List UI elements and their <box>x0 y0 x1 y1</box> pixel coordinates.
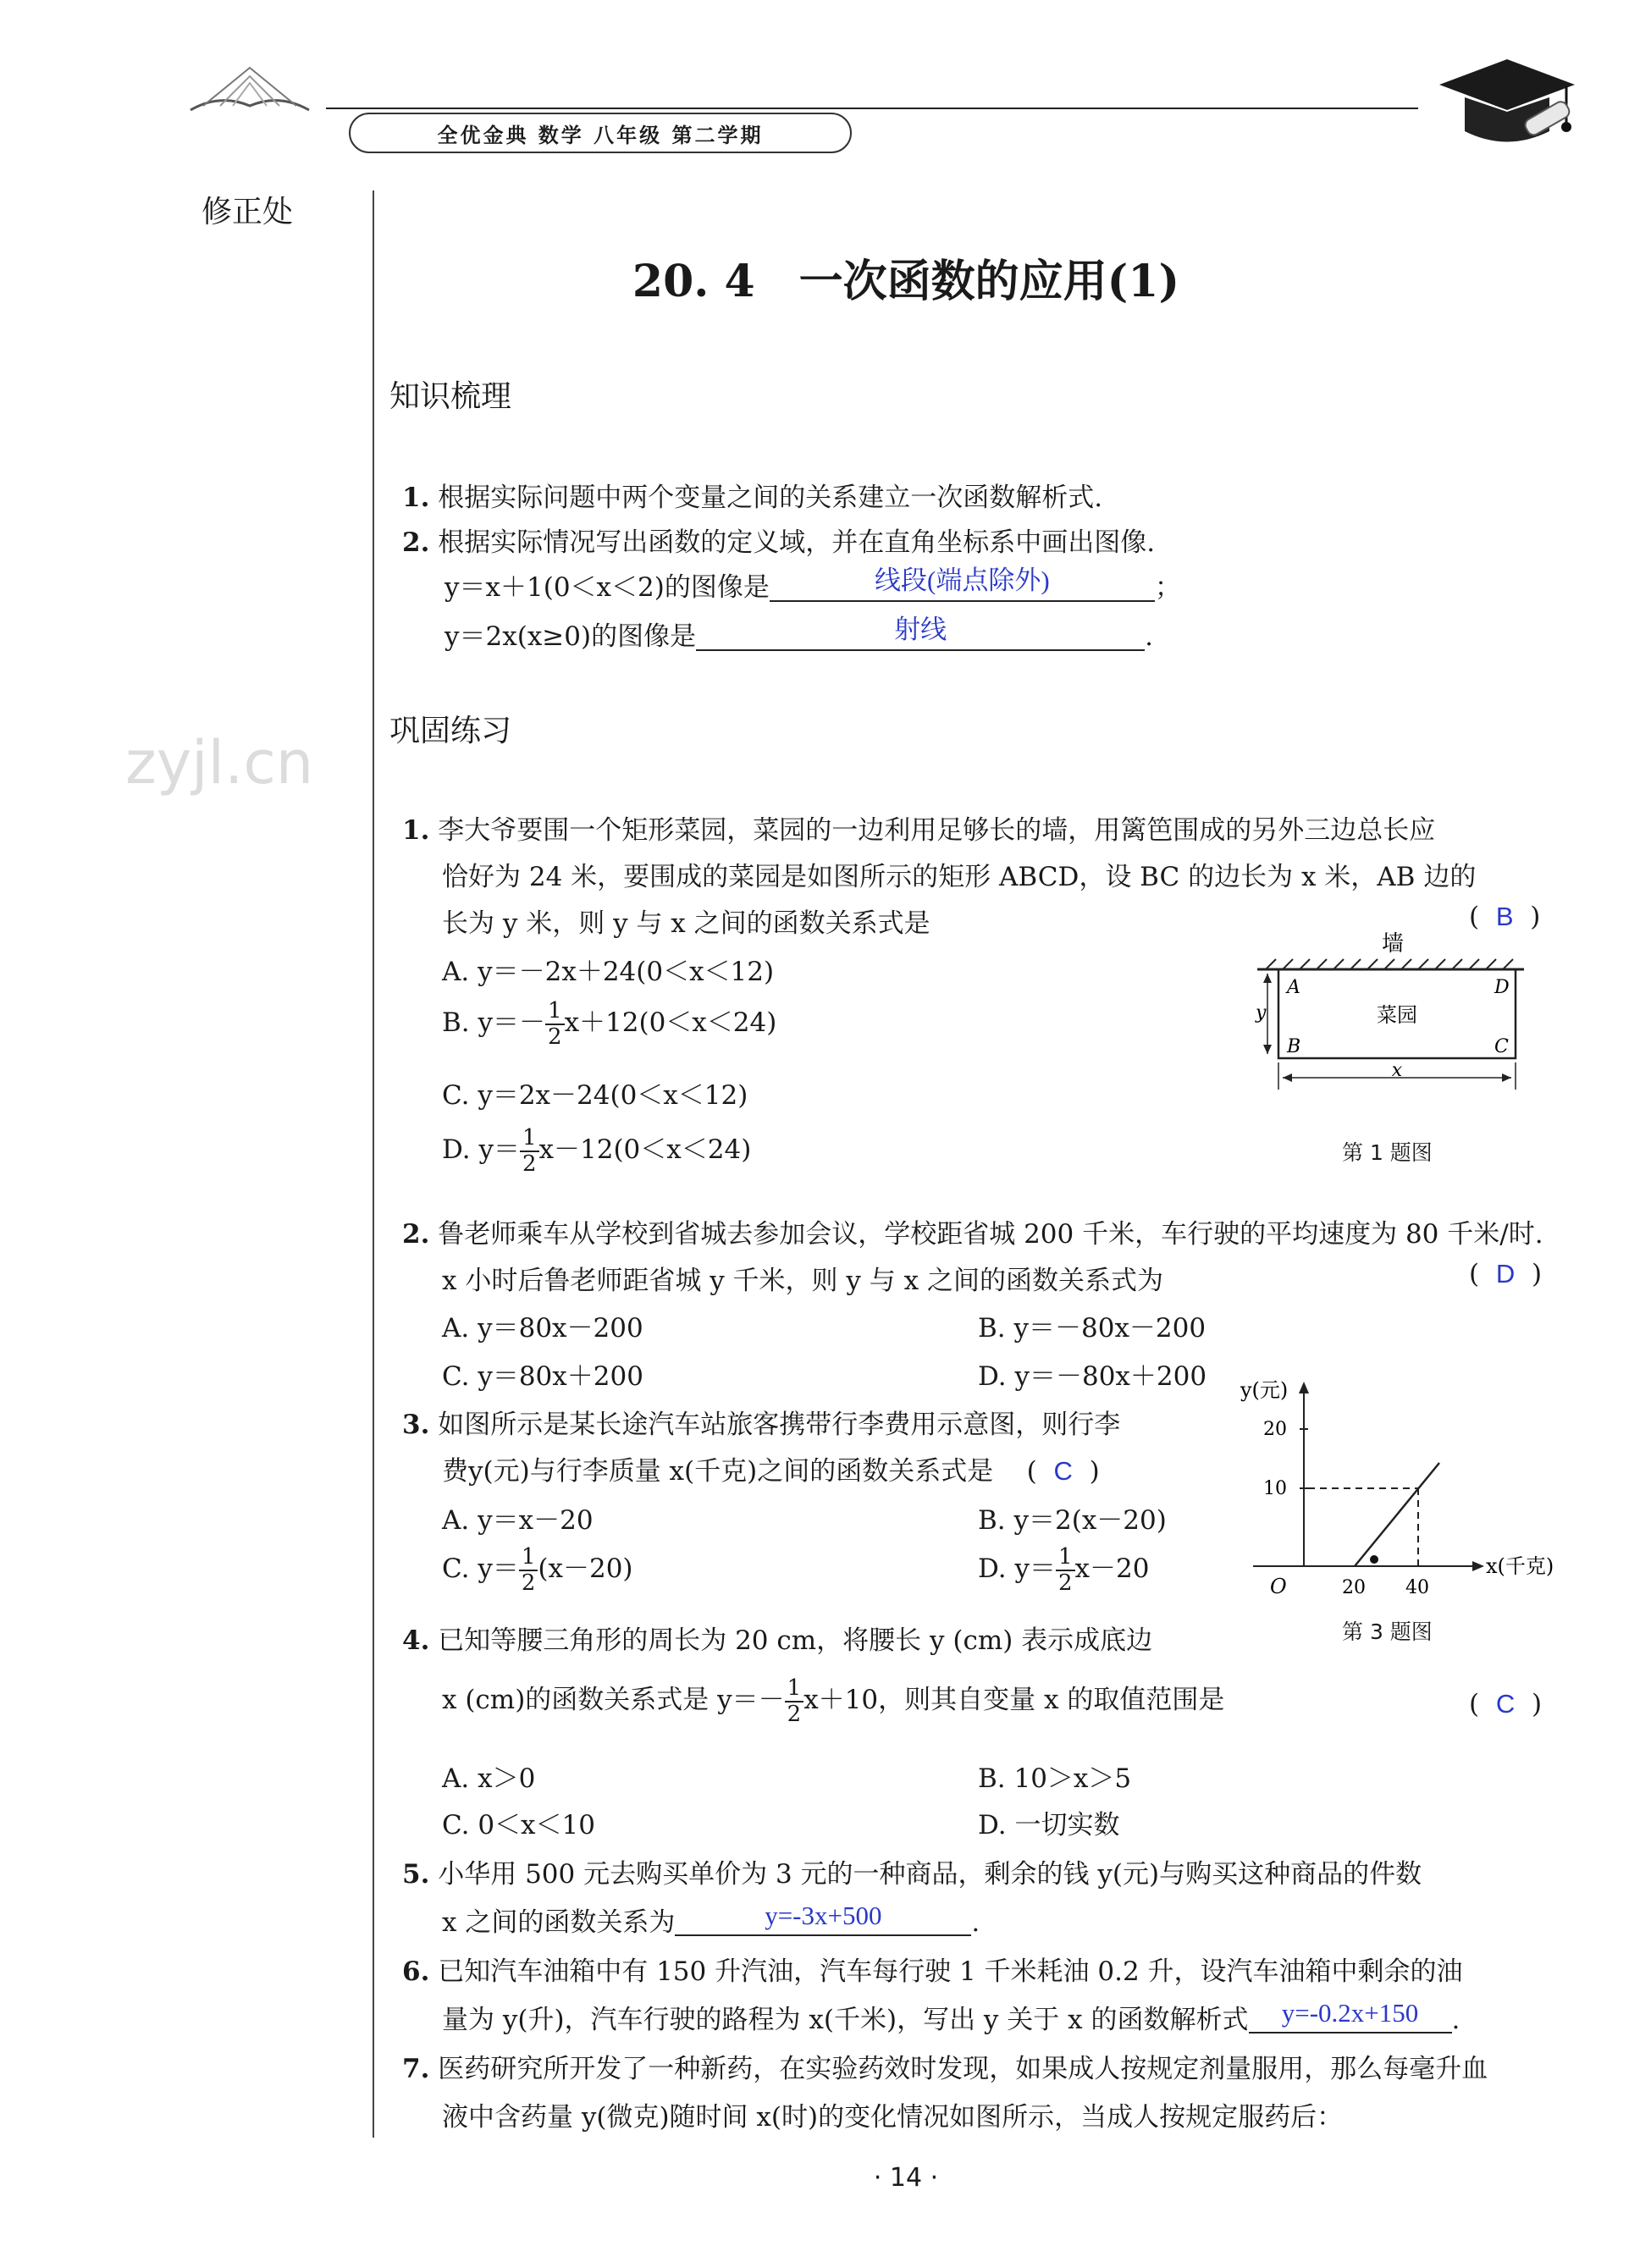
fig3-tick-y10: 10 <box>1263 1478 1287 1499</box>
q3-line-2: 费y(元)与行李质量 x(千克)之间的函数关系式是 ( C ) <box>442 1456 1100 1487</box>
q1-line-1: 1. 李大爷要围一个矩形菜园，菜园的一边利用足够长的墙，用篱笆围成的另外三边总长应 <box>402 815 1436 846</box>
knowledge-line-b: y＝2x(x≥0)的图像是 射线 . <box>444 615 1153 654</box>
q4-line-2: x (cm)的函数关系式是 y＝－ $\frac{1}{2}$ x＋10，则其自变量 x 的取值范围是 <box>442 1675 1225 1727</box>
q4-answer-paren: ( C ) <box>1469 1689 1543 1719</box>
answer-blank-line-b[interactable]: 射线 <box>696 611 1145 651</box>
q3-option-c[interactable]: C. y＝ $\frac{1}{2}$ (x－20) <box>442 1544 633 1596</box>
q4-option-d[interactable]: D. 一切实数 <box>978 1810 1120 1840</box>
q4-answer[interactable]: C <box>1495 1689 1516 1719</box>
fig3-tick-x40: 40 <box>1405 1577 1429 1598</box>
knowledge-line-a: y＝x＋1(0＜x＜2)的图像是 线段(端点除外) ； <box>444 566 1181 605</box>
knowledge-item-1: 1. 根据实际问题中两个变量之间的关系建立一次函数解析式. <box>402 483 1103 513</box>
fig1-wall-hatching <box>1266 959 1513 969</box>
q4-option-a[interactable]: A. x＞0 <box>442 1763 536 1794</box>
header-book-title: 全优金典 数学 八年级 第二学期 <box>349 113 852 153</box>
fig1-y-label: y <box>1256 1002 1267 1024</box>
q3-answer[interactable]: C <box>1053 1456 1073 1486</box>
q2-answer[interactable]: D <box>1495 1259 1516 1289</box>
section-heading-practice: 巩固练习 <box>389 714 512 748</box>
graduation-cap-icon <box>1431 51 1583 161</box>
q2-option-c[interactable]: C. y＝80x＋200 <box>442 1361 643 1392</box>
fig3-y-axis-label: y(元) <box>1240 1378 1289 1402</box>
section-heading-knowledge: 知识梳理 <box>389 379 512 414</box>
q7-line-2: 液中含药量 y(微克)随时间 x(时)的变化情况如图所示，当成人按规定服药后： <box>442 2102 1344 2133</box>
q5-line-1: 5. 小华用 500 元去购买单价为 3 元的一种商品，剩余的钱 y(元)与购买这种商品的件数 <box>402 1859 1422 1890</box>
q4-line-1: 4. 已知等腰三角形的周长为 20 cm，将腰长 y (cm) 表示成底边 <box>402 1625 1153 1656</box>
q3-option-a[interactable]: A. y＝x－20 <box>442 1505 594 1536</box>
fig1-vertex-b: B <box>1287 1036 1301 1057</box>
q7-line-1: 7. 医药研究所开发了一种新药，在实验药效时发现，如果成人按规定剂量服用，那么每毫升血 <box>402 2054 1488 2084</box>
q1-option-b[interactable]: B. y＝－ $\frac{1}{2}$ x＋12(0＜x＜24) <box>442 998 777 1050</box>
answer-blank-line-a[interactable]: 线段(端点除外) <box>770 562 1155 602</box>
fig1-vertex-d: D <box>1494 977 1510 998</box>
watermark: zyjl.cn <box>125 728 314 797</box>
figure-3-fee-graph <box>1236 1371 1575 1600</box>
q2-option-a[interactable]: A. y＝80x－200 <box>442 1313 643 1344</box>
book-ornament-icon <box>186 59 313 119</box>
fig1-x-label: x <box>1391 1060 1403 1081</box>
q1-answer[interactable]: B <box>1495 902 1514 931</box>
q5-answer-blank[interactable]: y=-3x+500 <box>675 1904 971 1936</box>
margin-label: 修正处 <box>202 195 294 229</box>
q1-answer-paren: ( B ) <box>1469 902 1541 932</box>
q1-line-2: 恰好为 24 米，要围成的菜园是如图所示的矩形 ABCD，设 BC 的边长为 x 米，AB 边的 <box>442 862 1477 892</box>
q2-option-d[interactable]: D. y＝－80x＋200 <box>978 1361 1207 1392</box>
fig1-garden-label: 菜园 <box>1377 1003 1417 1027</box>
fig3-point <box>1370 1555 1378 1564</box>
fig1-vertex-c: C <box>1494 1036 1509 1057</box>
figure-1-caption: 第 1 题图 <box>1342 1140 1433 1165</box>
q6-line-1: 6. 已知汽车油箱中有 150 升汽油，汽车每行驶 1 千米耗油 0.2 升，设汽车油箱中剩余的油 <box>402 1956 1463 1987</box>
figure-1-garden-diagram <box>1249 927 1537 1113</box>
fig3-x-axis-label: x(千克) <box>1486 1554 1554 1578</box>
q2-line-1: 2. 鲁老师乘车从学校到省城去参加会议，学校距省城 200 千米，车行驶的平均速度为 80 千米/时. <box>402 1219 1543 1250</box>
fig3-origin: O <box>1270 1575 1287 1598</box>
page-number: · 14 · <box>873 2163 939 2193</box>
fig1-wall-label: 墙 <box>1381 931 1405 957</box>
q1-option-a[interactable]: A. y＝－2x＋24(0＜x＜12) <box>442 957 775 987</box>
q1-option-c[interactable]: C. y＝2x－24(0＜x＜12) <box>442 1080 748 1111</box>
q6-answer-blank[interactable]: y=-0.2x+150 <box>1249 2001 1452 2033</box>
header-rule <box>326 108 1418 109</box>
q5-line-2: x 之间的函数关系为 y=-3x+500 . <box>442 1901 980 1938</box>
q2-line-2: x 小时后鲁老师距省城 y 千米，则 y 与 x 之间的函数关系式为 <box>442 1266 1163 1296</box>
q6-line-2: 量为 y(升)，汽车行驶的路程为 x(千米)，写出 y 关于 x 的函数解析式 y=-0.2x+150 . <box>442 1998 1460 2035</box>
page-title: 20. 4 一次函数的应用(1) <box>632 256 1180 307</box>
fig3-tick-y20: 20 <box>1263 1419 1287 1440</box>
fig3-fee-line <box>1355 1463 1439 1566</box>
q2-option-b[interactable]: B. y＝－80x－200 <box>978 1313 1206 1344</box>
fig1-vertex-a: A <box>1287 977 1300 998</box>
margin-rule <box>373 190 374 2138</box>
q3-option-d[interactable]: D. y＝ $\frac{1}{2}$ x－20 <box>978 1544 1150 1596</box>
q3-option-b[interactable]: B. y＝2(x－20) <box>978 1505 1167 1536</box>
q3-line-1: 3. 如图所示是某长途汽车站旅客携带行李费用示意图，则行李 <box>402 1410 1121 1440</box>
knowledge-item-2: 2. 根据实际情况写出函数的定义域，并在直角坐标系中画出图像. <box>402 527 1156 558</box>
q4-option-c[interactable]: C. 0＜x＜10 <box>442 1810 595 1840</box>
fig3-tick-x20: 20 <box>1342 1577 1366 1598</box>
q2-answer-paren: ( D ) <box>1469 1259 1543 1289</box>
q1-option-d[interactable]: D. y＝ $\frac{1}{2}$ x－12(0＜x＜24) <box>442 1125 752 1177</box>
q4-option-b[interactable]: B. 10＞x＞5 <box>978 1763 1132 1794</box>
figure-3-caption: 第 3 题图 <box>1342 1620 1433 1644</box>
q1-line-3: 长为 y 米，则 y 与 x 之间的函数关系式是 <box>442 908 930 939</box>
